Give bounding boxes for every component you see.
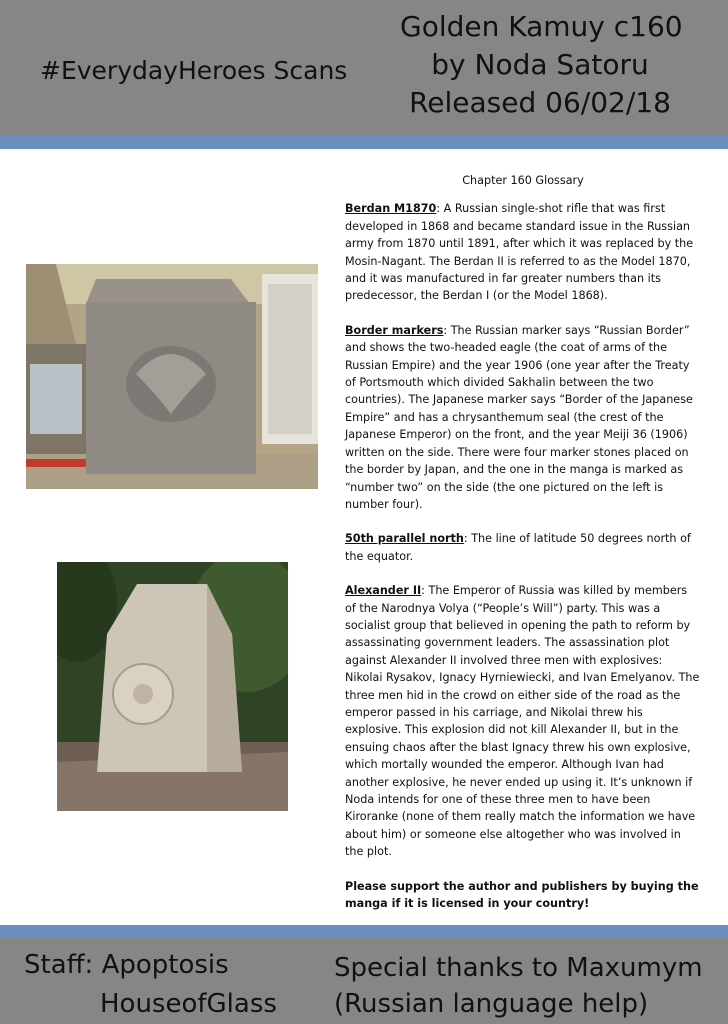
- glossary-definition: : The line of latitude 50 degrees north of the equator.: [345, 532, 691, 563]
- footer-bar: [0, 938, 728, 1024]
- glossary-term: Berdan M1870: [345, 202, 437, 216]
- release-title-block: [400, 8, 683, 122]
- glossary-definition: : The Russian marker says “Russian Border” and shows the two-headed eagle (the coat of arms of the Russian Empire) and the year 1906 (one year after the Treaty of Portsmouth which divided Sakhalin between the two countries). The Japanese marker says “Border of the Japanese Empire” and has a chrysanthemum seal (the crest of the Japanese Emperor) on the front, and the year Meiji 36 (1906) written on the side. There were four marker stones placed on the border by Japan, and the one in the manga is marked as “number two” on the side (the one pictured on the left is number four).: [345, 323, 693, 511]
- glossary-entry-50th-parallel: [345, 530, 701, 565]
- staff-names: [100, 986, 277, 1022]
- russian-border-marker-photo: [26, 264, 318, 489]
- staff-line-2: HouseofGlass: [100, 989, 277, 1019]
- scan-group-name: #EverydayHeroes Scans: [40, 56, 348, 85]
- special-thanks: [334, 950, 703, 1022]
- staff-credits: [24, 950, 229, 980]
- staff-line-1: Staff: Apoptosis: [24, 950, 229, 980]
- support-note: Please support the author and publishers by buying the manga if it is licensed in your country!: [345, 879, 699, 911]
- thanks-line-2: (Russian language help): [334, 989, 649, 1019]
- release-date: Released 06/02/18: [409, 86, 671, 119]
- thanks-line-1: Special thanks to Maxumym: [334, 953, 703, 983]
- glossary-term: 50th parallel north: [345, 532, 464, 546]
- glossary-entry-alexander-ii: [345, 582, 701, 861]
- glossary-entry-border-markers: [345, 322, 701, 513]
- glossary-definition: : A Russian single-shot rifle that was first developed in 1868 and became standard issue in the Russian army from 1870 until 1891, after which it was replaced by the Mosin-Nagant. The Berdan II is referred to as the Model 1870, and it was manufactured in far greater numbers than its predecessor, the Berdan I (or the Model 1868).: [345, 202, 694, 303]
- header-accent-band: [0, 136, 728, 149]
- author-line: by Noda Satoru: [431, 48, 649, 81]
- glossary-term: Border markers: [345, 323, 444, 337]
- glossary-entry-berdan: [345, 200, 701, 304]
- glossary-title: Chapter 160 Glossary: [462, 174, 584, 187]
- glossary-definition: : The Emperor of Russia was killed by members of the Narodnya Volya (“People’s Will”) party. This was a socialist group that believed in opening the path to reform by assassinating government leaders. The assassination plot against Alexander II involved three men with explosives: Nikolai Rysakov, Ignacy Hyrniewiecki, and Ivan Emelyanov. The three men hid in the crowd on either side of the road as the emperor passed in his carriage, and Nikolai threw his explosive. This explosion did not kill Alexander II, but in the ensuing chaos after the blast Ignacy threw his own explosive, which mortally wounded the emperor. Although Ivan had another explosive, he never ended up using it. It’s unknown if Noda intends for one of these three men to have been Kiroranke (none of them really match the information we have about him) or someone else altogether who was involved in the plot.: [345, 584, 700, 859]
- glossary-term: Alexander II: [345, 584, 422, 598]
- header-bar: [0, 0, 728, 136]
- series-chapter-title: Golden Kamuy c160: [400, 10, 683, 43]
- glossary: [345, 172, 701, 912]
- footer-accent-band: [0, 925, 728, 938]
- japanese-border-marker-photo: [57, 562, 288, 811]
